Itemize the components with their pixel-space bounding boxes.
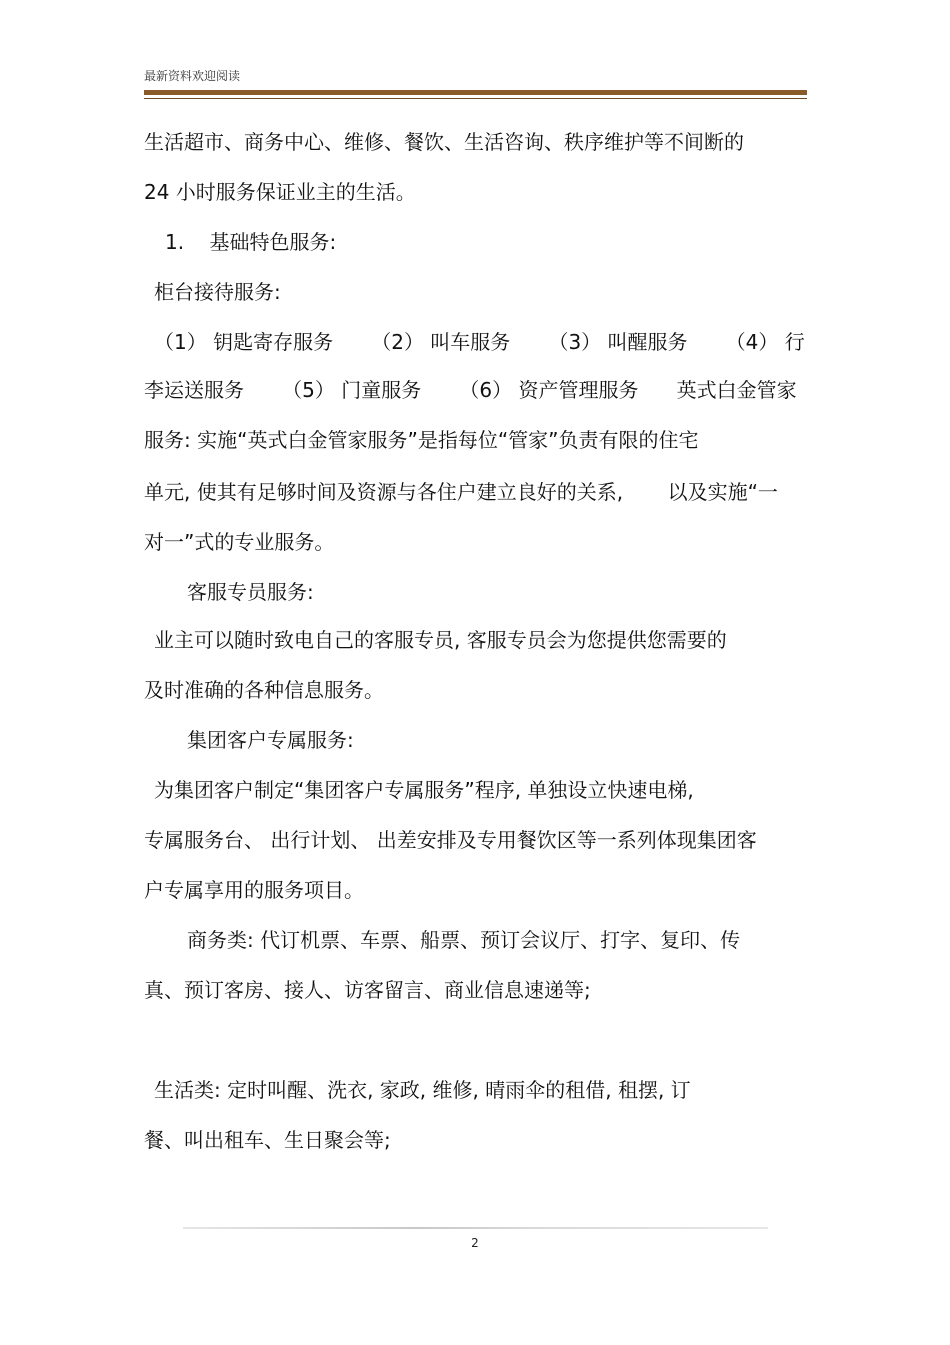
body-line: 为集团客户制定“集团客户专属服务”程序, 单独设立快速电梯, [154, 778, 694, 802]
page-number: 2 [471, 1236, 479, 1250]
section-heading: 客服专员服务: [187, 580, 314, 604]
body-line: 服务: 实施“英式白金管家服务”是指每位“管家”负责有限的住宅 [144, 428, 699, 452]
section-heading: 柜台接待服务: [154, 280, 281, 304]
section-heading: 集团客户专属服务: [187, 728, 354, 752]
header-title: 最新资料欢迎阅读 [144, 69, 241, 83]
body-line: 对一”式的专业服务。 [144, 530, 335, 554]
footer-rule [183, 1227, 768, 1229]
body-line: 单元, 使其有足够时间及资源与各住户建立良好的关系, 以及实施“一 [144, 480, 778, 504]
body-line: 生活类: 定时叫醒、洗衣, 家政, 维修, 晴雨伞的租借, 租摆, 订 [154, 1078, 691, 1102]
body-line: 真、预订客房、接人、访客留言、商业信息速递等; [144, 978, 591, 1002]
body-line: 专属服务台、 出行计划、 出差安排及专用餐饮区等一系列体现集团客 [144, 828, 757, 852]
body-line: 24 小时服务保证业主的生活。 [144, 180, 416, 204]
body-line: 餐、叫出租车、生日聚会等; [144, 1128, 391, 1152]
header-rule-thin [144, 98, 807, 99]
body-line: 及时准确的各种信息服务。 [144, 678, 384, 702]
body-line: 生活超市、商务中心、维修、餐饮、生活咨询、秩序维护等不间断的 [144, 130, 744, 154]
body-line: 李运送服务 （5） 门童服务 （6） 资产管理服务 英式白金管家 [144, 378, 797, 402]
body-line: 商务类: 代订机票、车票、船票、预订会议厅、打字、复印、传 [187, 928, 741, 952]
body-line: （1） 钥匙寄存服务 （2） 叫车服务 （3） 叫醒服务 （4） 行 [154, 330, 805, 354]
body-line: 户专属享用的服务项目。 [144, 878, 364, 902]
list-heading: 1. 基础特色服务: [165, 230, 337, 254]
header-rule-thick [144, 90, 807, 95]
body-line: 业主可以随时致电自己的客服专员, 客服专员会为您提供您需要的 [154, 628, 727, 652]
